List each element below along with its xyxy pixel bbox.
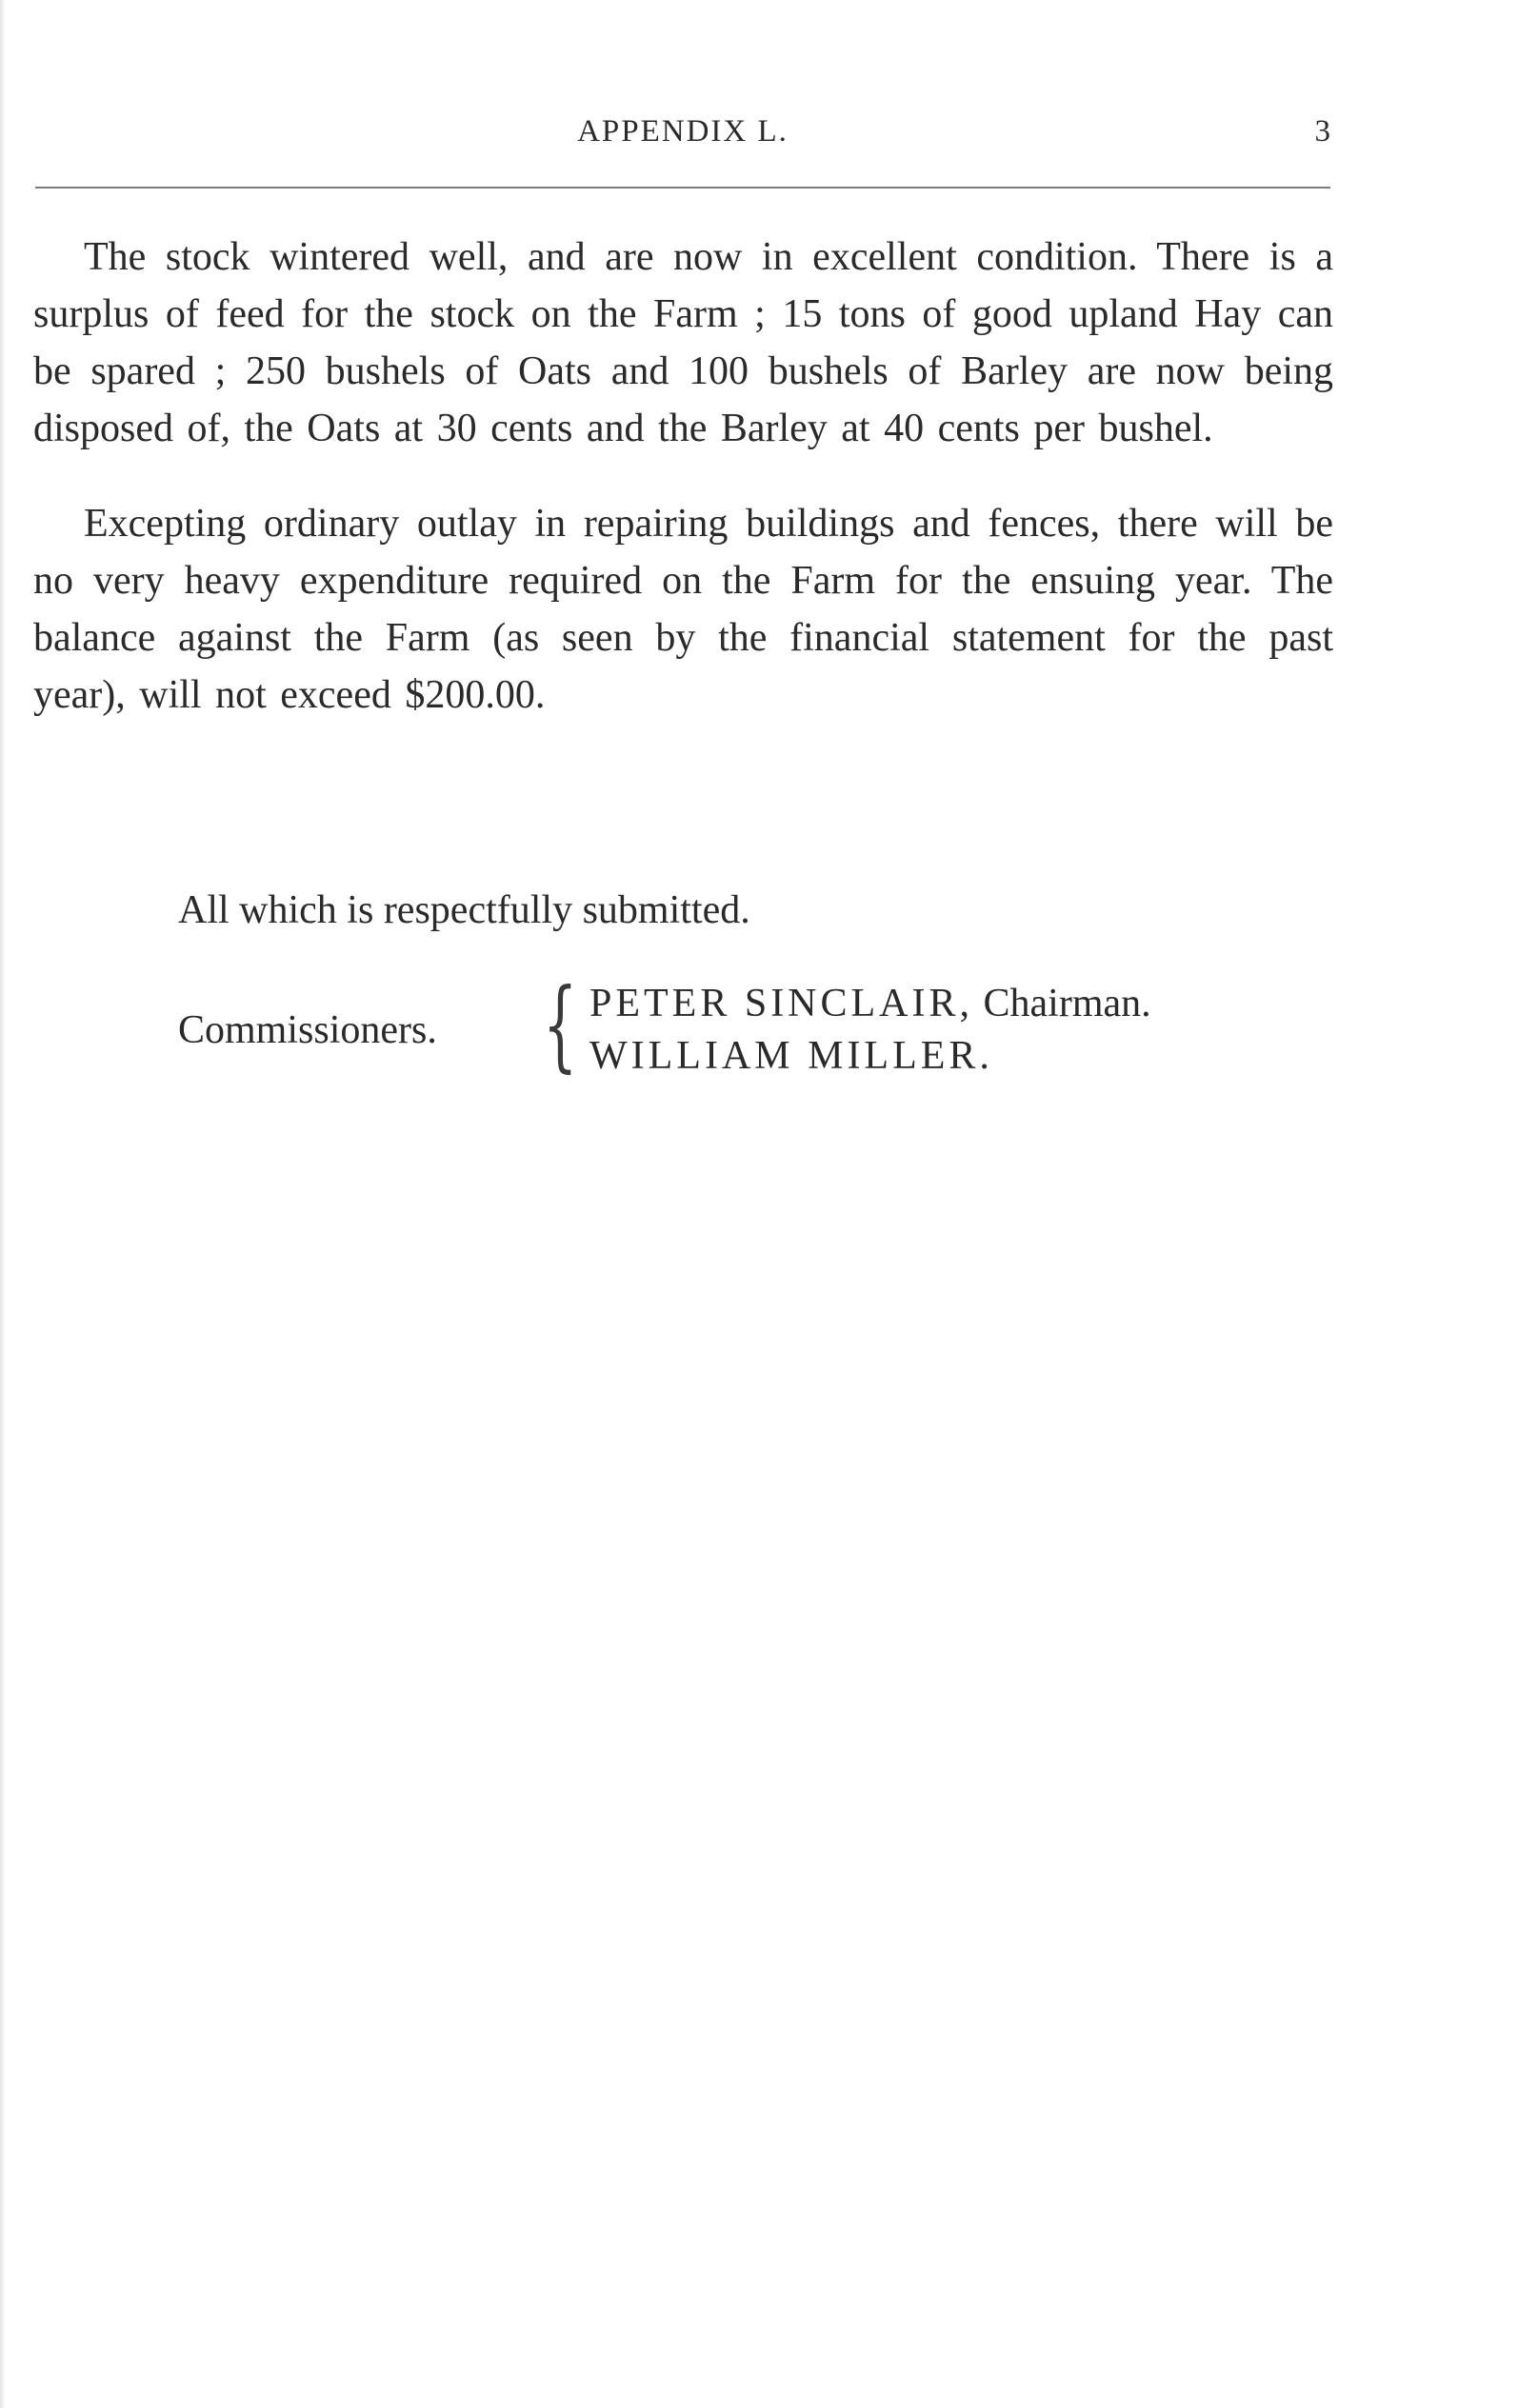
running-head <box>35 114 1330 152</box>
paragraph-expenditure: Excepting ordinary outlay in repairing buildings and fences, there will be no very heavy expenditure required on the Farm for the ensuing year. The balance against the Farm (as seen by the financial statement for the past year), will not exceed $200.00. <box>33 502 1333 717</box>
closing-line: All which is respectfully submitted. <box>178 888 750 932</box>
signer-2 <box>589 1033 993 1079</box>
signer-role: Chairman. <box>983 982 1151 1025</box>
left-brace-icon: { <box>543 966 578 1083</box>
signer-name: WILLIAM MILLER. <box>589 1034 993 1078</box>
paragraph-stock: The stock wintered well, and are now in excellent condition. There is a surplus of feed for the stock on the Farm ; 15 tons of good upland Hay can be spared ; 250 bushels of Oats and 100 bushels of Barley are now being disposed of, the Oats at 30 cents and the Barley at 40 cents per bushel. <box>33 235 1333 450</box>
running-title: APPENDIX L. <box>577 114 789 149</box>
page-edge-shadow <box>0 0 6 2408</box>
signer-1 <box>589 981 1151 1026</box>
signer-name: PETER SINCLAIR, <box>589 982 974 1025</box>
page-number: 3 <box>1314 114 1330 149</box>
commissioners-label: Commissioners. <box>178 1008 437 1052</box>
signature-block <box>178 966 1340 1085</box>
body-text <box>33 229 1333 724</box>
header-rule <box>35 187 1330 189</box>
